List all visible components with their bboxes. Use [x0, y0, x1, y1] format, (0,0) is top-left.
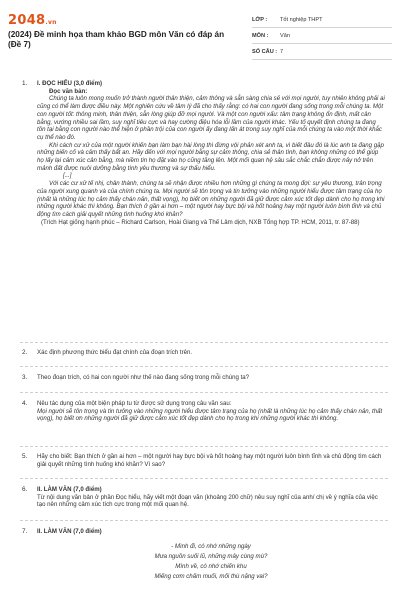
passage-ellipsis: [...] [63, 172, 72, 180]
reading-label: Đọc văn bản: [49, 87, 88, 95]
poem-line: - Mình đi, có nhớ những ngày [171, 542, 251, 550]
question-number: 3. [22, 374, 28, 381]
question-body [37, 486, 385, 509]
question-number: 4. [22, 400, 28, 407]
question-number: 6. [22, 486, 28, 493]
poem-line: Miếng cơm chấm muối, mối thù nặng vai? [154, 572, 268, 580]
poem-line: Mưa nguồn suối lũ, những mây cùng mù? [154, 552, 268, 560]
passage-paragraph: Chúng ta luôn mong muốn trở thành người thân thiện, cảm thông và sẵn sàng chia sẻ với mọi người, tuy nhiên không phải ai cũng có thể làm được điều này. Một nghiên cứu về tâm lý đã cho thấy rằng: có hai con người đang sống trong mỗi chúng ta. Một con người tốt: thông minh, thân thiện, sẵn lòng giúp đỡ mọi người. Và một con người xấu: tâm trạng không ổn định, mất cân bằng, vướng nhiều sai lầm, suy nghĩ tiêu cực và hay cường điệu hóa lỗi lầm của người khác. Yếu tố quyết định chúng ta đang tồn tại bằng con người nào thể hiện ở phần trội của con người ấy đang lấn át trong suy nghĩ của mỗi chúng ta vào một thời khắc cụ thể nào đó. [37, 95, 385, 141]
meta-row-class [252, 12, 392, 28]
meta-value: Tốt nghiệp THPT [280, 16, 323, 23]
meta-label: LỚP : [252, 16, 268, 23]
question-divider [20, 446, 388, 447]
question-divider [20, 478, 388, 479]
logo-text: 2048 [8, 13, 46, 28]
question-text: Xác định phương thức biểu đạt chính của đoạn trích trên. [37, 349, 193, 356]
passage-paragraph: Với các cư xử tế nhị, chân thành, chúng ta sẽ nhận được nhiều hơn những gì chúng ta mong đợi: sự yêu thương, trân trọng của người xung quanh và của chính chúng ta. Mọi người sẽ tôn trọng và tin tưởng vào những người hiểu được tâm trạng của họ (nhất là những lúc họ cảm thấy chán nản, thất vọng), họ biết ơn những người đã giữ được cảm xúc tốt đẹp dành cho họ trong khi những người khác thì không. Bạn thích ở gần ai hơn – một người hay bực bội và hốt hoảng hay một người luôn bình tĩnh và chủ động tìm cách giải quyết những tình huống khó khăn? [37, 180, 385, 218]
question-number: 2. [22, 349, 28, 356]
question-text: Hãy cho biết: Bạn thích ở gần ai hơn – một người hay bực bội và hốt hoảng hay một người luôn bình tĩnh và chủ động tìm cách giải quyết những tình huống khó khăn? Vì sao? [37, 453, 382, 468]
meta-value: Văn [280, 32, 290, 39]
meta-info-table [252, 12, 392, 60]
meta-label: SỐ CÂU : [252, 48, 278, 55]
meta-row-question-count [252, 44, 392, 60]
section-heading: II. LÀM VĂN (7,0 điểm) [37, 528, 102, 535]
question-body [37, 400, 385, 423]
section-heading: I. ĐỌC HIỂU (3,0 điểm) [37, 80, 103, 87]
question-quote: Mọi người sẽ tôn trọng và tin tưởng vào những người hiểu được tâm trạng của họ (nhất là những lúc họ cảm thấy chán nản, thất vọng), họ biết ơn những người đã giữ được cảm xúc tốt đẹp dành cho họ trong khi những người khác thì không. [37, 407, 383, 423]
site-logo[interactable] [8, 13, 57, 28]
question-text: Nêu tác dụng của một biện pháp tu từ được sử dụng trong câu văn sau: [37, 400, 232, 407]
meta-value: 7 [280, 48, 284, 55]
meta-row-subject [252, 28, 392, 44]
logo-domain: .vn [45, 19, 57, 26]
section-heading: II. LÀM VĂN (7,0 điểm) [37, 486, 102, 493]
question-number: 5. [22, 453, 28, 460]
question-text: Từ nội dung văn bản ở phần Đọc hiểu, hãy viết một đoạn văn (khoảng 200 chữ) nêu suy nghĩ của anh/ chị về ý nghĩa của việc tạo nên những cảm xúc tích cực trong một mối quan hệ. [37, 493, 378, 509]
document-title: (2024) Đề minh họa tham khảo BGD môn Văn có đáp án (Đề 7) [8, 30, 225, 49]
question-body [37, 528, 385, 582]
question-text: Theo đoạn trích, có hai con người như thế nào đang sống trong mỗi chúng ta? [37, 374, 250, 381]
question-number: 7. [22, 528, 28, 535]
question-divider [20, 342, 388, 343]
question-number: 1. [22, 80, 28, 87]
question-divider [20, 392, 388, 393]
meta-label: MÔN : [252, 32, 269, 39]
question-body [37, 80, 385, 226]
passage-paragraph: Khi cách cư xử của một người khiến bạn làm bạn hài lòng thì đừng vội phản xét anh ta, vì biết đâu đó là lúc anh ta đang gặp những biến cố và cảm thấy bất an. Hãy đến với mọi người bằng sự cảm thông, chia sẻ thân tình, bạn không những có thể giúp họ lấy lại cảm xúc cân bằng, mà niềm tin họ đặt vào họ cũng tăng lên. Một mối quan hệ sâu sắc chắc chắn được nảy nở trên mảnh đất được nuôi dưỡng bằng tình yêu thương và sự thấu hiểu. [37, 141, 384, 172]
poem-line: Mình về, có nhớ chiến khu [175, 562, 247, 570]
question-divider [20, 366, 388, 367]
question-divider [20, 520, 388, 521]
page-header [0, 0, 400, 62]
passage-source: (Trích Hạt giống hạnh phúc – Richard Carlson, Hoài Giang và Thế Lâm dịch, NXB Tổng hợp TP. HCM, 2011, tr. 87-88) [41, 218, 360, 226]
